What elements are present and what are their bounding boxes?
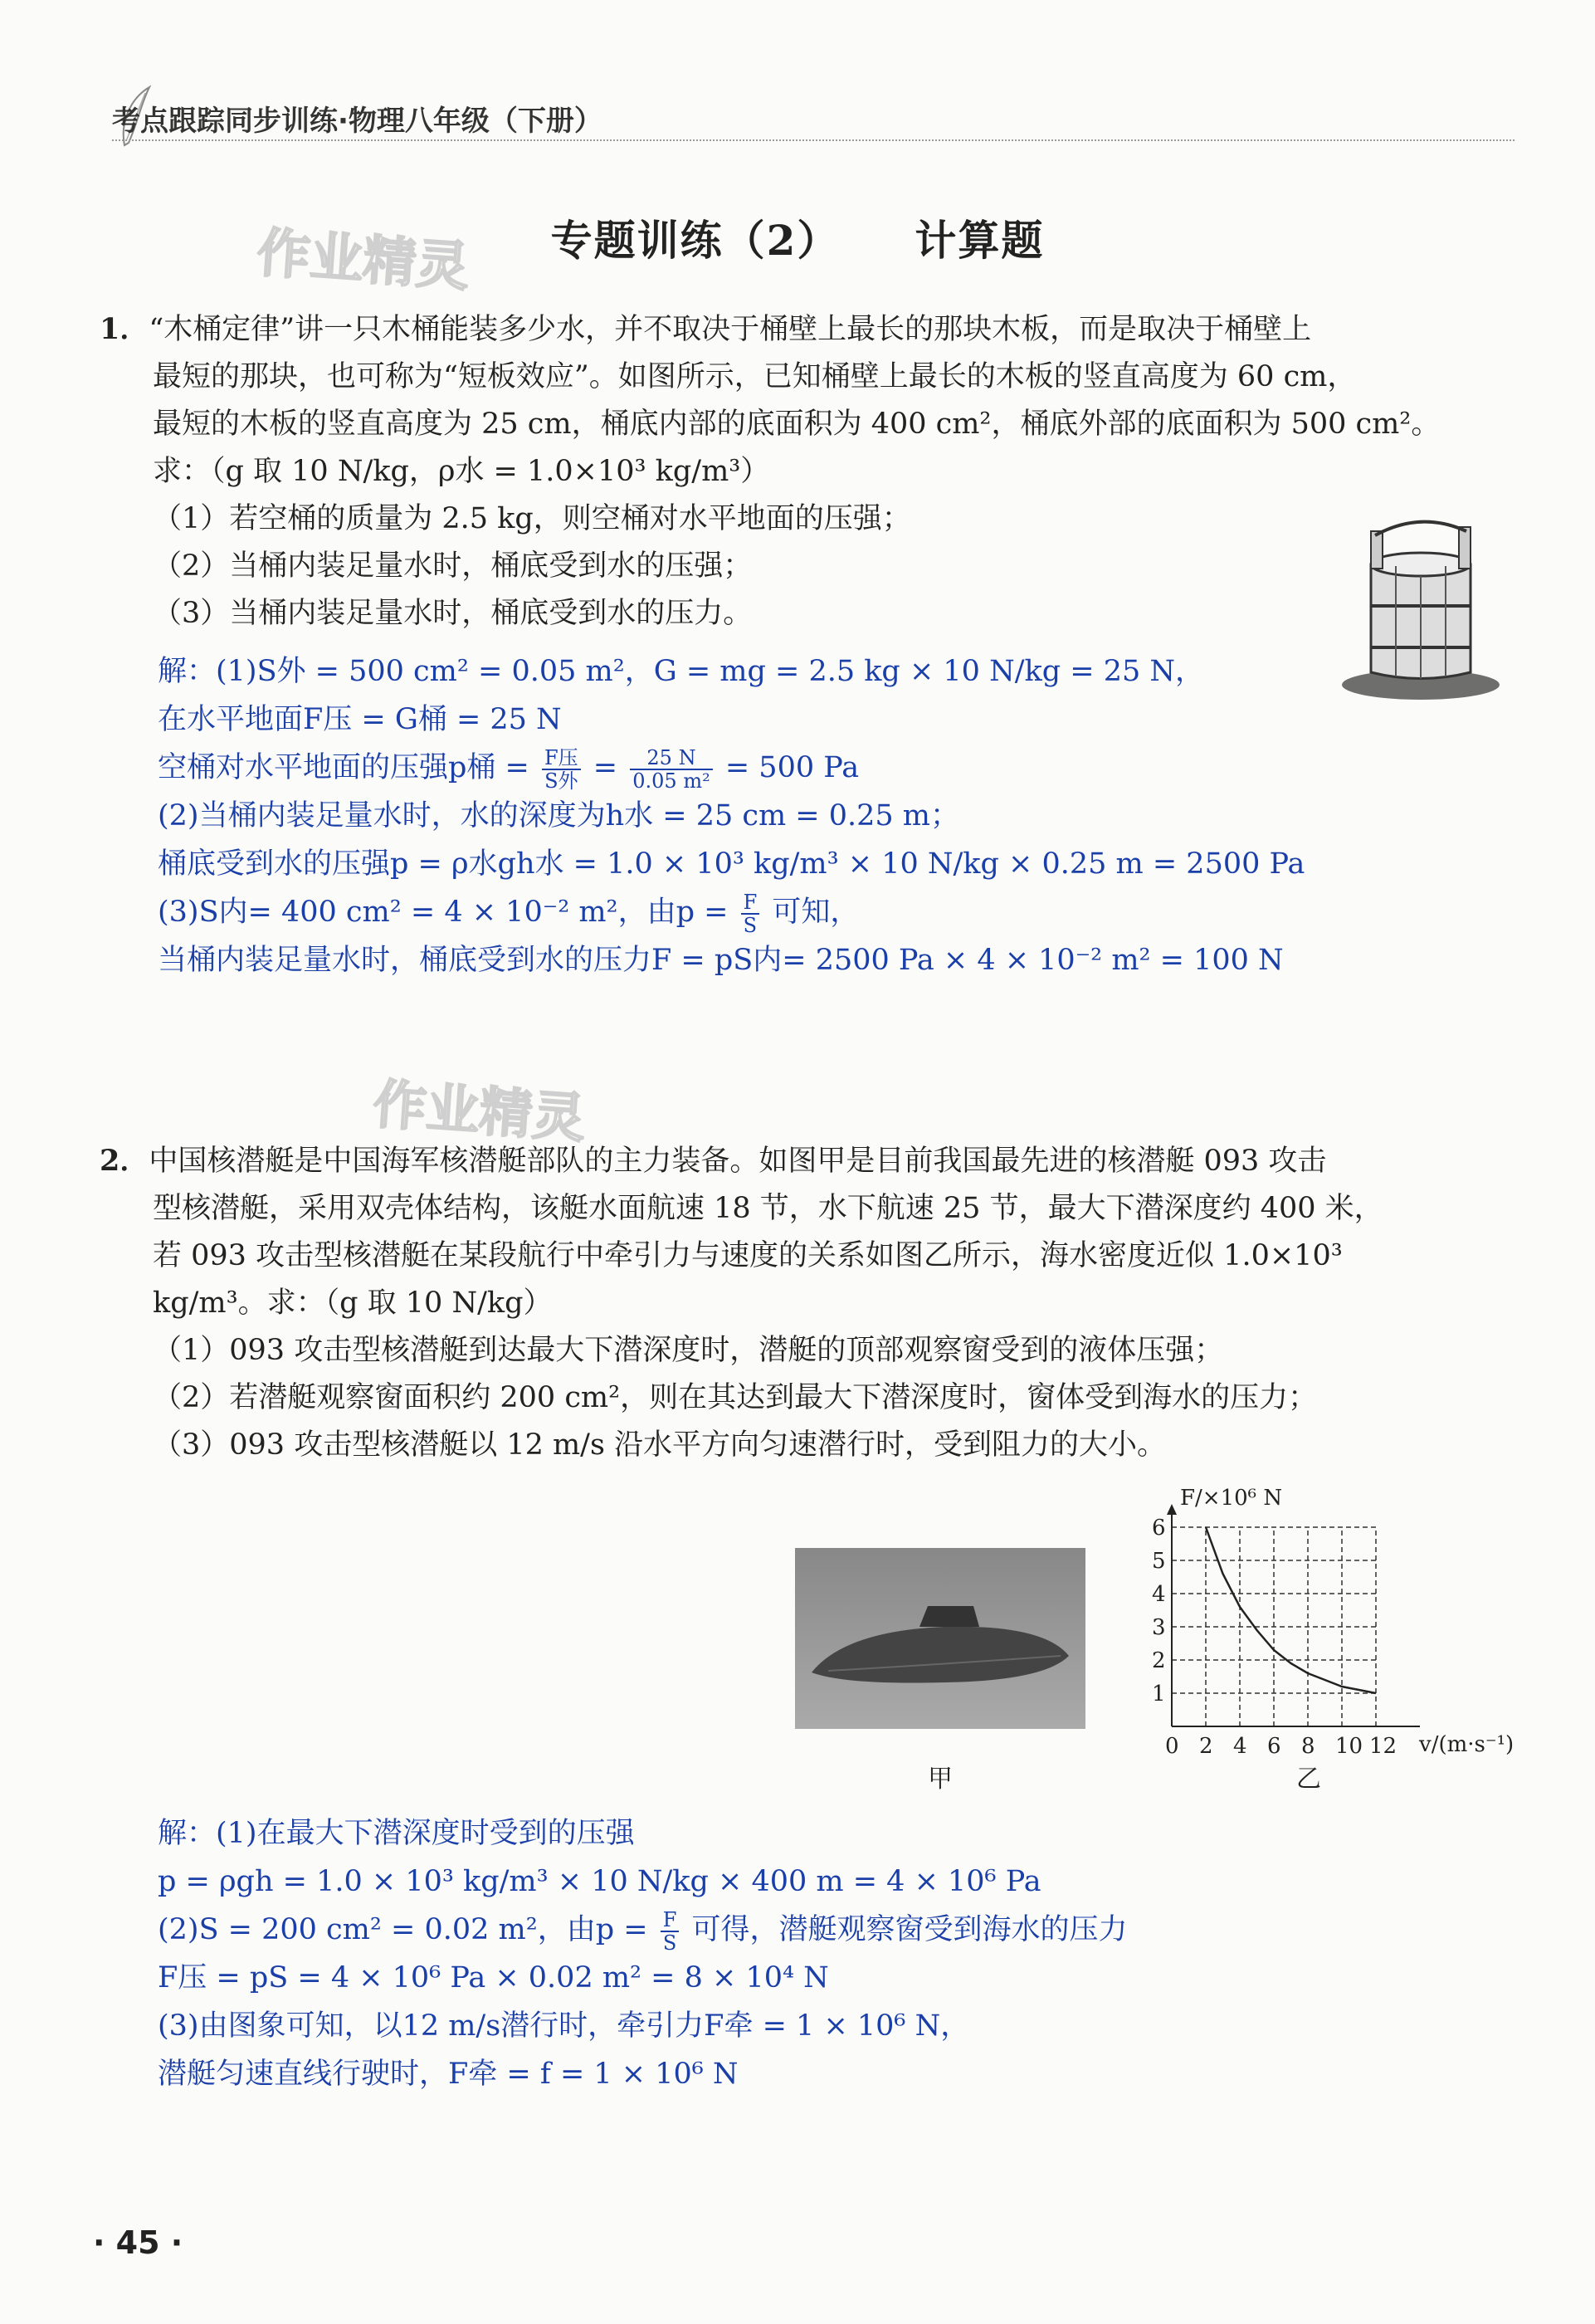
submarine-photo — [795, 1548, 1085, 1729]
x-tick-label: 2 — [1199, 1734, 1213, 1759]
solution-text: 空桶对水平地面的压强p桶 = — [158, 751, 529, 784]
fraction-denominator: S — [662, 1931, 677, 1955]
solution-line — [158, 1906, 1485, 1954]
series-line — [1206, 1527, 1376, 1693]
force-velocity-chart — [1137, 1477, 1519, 1768]
solution-line: 潜艇匀速直线行驶时，F牵 = f = 1 × 10⁶ N — [158, 2058, 739, 2091]
fraction-denominator: 0.05 m² — [632, 769, 710, 793]
solution-text: = — [593, 751, 618, 784]
y-tick-label: 3 — [1152, 1615, 1166, 1640]
page-number: · 45 · — [93, 2224, 183, 2261]
solution-line: (3)由图象可知，以12 m/s潜行时，牵引力F牵 = 1 × 10⁶ N， — [158, 2009, 970, 2043]
watermark: 作业精灵 — [255, 222, 471, 299]
sub-question: （1）若空桶的质量为 2.5 kg，则空桶对水平地面的压强； — [153, 502, 911, 535]
book-title: 考点跟踪同步训练·物理八年级（下册） — [112, 105, 602, 138]
solution-line: (2)当桶内装足量水时，水的深度为h水 = 25 cm = 0.25 m； — [158, 799, 959, 832]
solution-line: 在水平地面F压 = G桶 = 25 N — [158, 703, 562, 736]
solution-text: = 500 Pa — [724, 751, 860, 784]
y-tick-label: 4 — [1152, 1582, 1166, 1607]
y-axis-label: F/×10⁶ N — [1180, 1486, 1283, 1511]
question-stem-line: 型核潜艇，采用双壳体结构，该艇水面航速 18 节，水下航速 25 节，最大下潜深度约 400 米， — [153, 1192, 1383, 1225]
solution-text: (3)S内= 400 cm² = 4 × 10⁻² m²，由p = — [158, 896, 729, 929]
question-number: 2． — [100, 1144, 149, 1178]
x-tick-label: 4 — [1233, 1734, 1247, 1759]
fraction — [542, 747, 581, 792]
solution-text: (2)S = 200 cm² = 0.02 m²，由p = — [158, 1913, 648, 1946]
header-divider — [112, 139, 1515, 141]
question-stem-line: 最短的那块，也可称为“短板效应”。如图所示，已知桶壁上最长的木板的竖直高度为 60 cm， — [153, 360, 1357, 393]
figure-caption-yi: 乙 — [1296, 1765, 1321, 1794]
question-1 — [100, 305, 1510, 637]
sub-question: （3）093 攻击型核潜艇以 12 m/s 沿水平方向匀速潜行时，受到阻力的大小。 — [153, 1428, 1167, 1462]
y-tick-label: 6 — [1152, 1516, 1166, 1540]
figure-caption-jia: 甲 — [928, 1765, 953, 1794]
question-stem-line: “木桶定律”讲一只木桶能装多少水，并不取决于桶壁上最长的那块木板，而是取决于桶壁上 — [149, 313, 1312, 346]
solution-line: F压 = pS = 4 × 10⁶ Pa × 0.02 m² = 8 × 10⁴ N — [158, 1961, 829, 1994]
solution-line: 解：(1)S外 = 500 cm² = 0.05 m²，G = mg = 2.5 kg × 10 N/kg = 25 N， — [158, 655, 1204, 688]
fraction — [630, 747, 712, 792]
solution-2 — [158, 1809, 1485, 2098]
question-number: 1． — [100, 312, 149, 346]
x-tick-label: 10 — [1335, 1734, 1363, 1759]
y-axis-arrow — [1167, 1504, 1177, 1515]
sub-question: （2）当桶内装足量水时，桶底受到水的压强； — [153, 549, 753, 583]
fraction-numerator: F — [741, 891, 760, 915]
question-stem-line: 若 093 攻击型核潜艇在某段航行中牵引力与速度的关系如图乙所示，海水密度近似 1.0×10³ — [153, 1239, 1343, 1272]
sub-question: （1）093 攻击型核潜艇到达最大下潜深度时，潜艇的顶部观察窗受到的液体压强； — [153, 1334, 1224, 1367]
fraction-numerator: F压 — [542, 747, 581, 770]
topic-label: 专题训练（2） — [550, 216, 841, 265]
question-stem-line: 求：（g 取 10 N/kg，ρ水 = 1.0×10³ kg/m³） — [153, 455, 770, 488]
watermark: 作业精灵 — [371, 1074, 588, 1150]
solution-line: 当桶内装足量水时，桶底受到水的压力F = pS内= 2500 Pa × 4 × 10⁻² m² = 100 N — [158, 944, 1284, 977]
solution-line: 解：(1)在最大下潜深度时受到的压强 — [158, 1817, 635, 1850]
fraction — [741, 891, 760, 936]
solution-text: 可得，潜艇观察窗受到海水的压力 — [691, 1913, 1128, 1946]
x-tick-label: 6 — [1267, 1734, 1281, 1759]
fraction-numerator: F — [661, 1909, 680, 1932]
y-tick-label: 5 — [1152, 1549, 1166, 1574]
sub-question: （2）若潜艇观察窗面积约 200 cm²，则在其达到最大下潜深度时，窗体受到海水的压力； — [153, 1381, 1318, 1414]
y-tick-label: 1 — [1152, 1682, 1166, 1706]
fraction-denominator: S外 — [544, 769, 578, 793]
fraction-numerator: 25 N — [630, 747, 712, 770]
solution-1 — [158, 647, 1485, 984]
x-tick-label: 8 — [1301, 1734, 1315, 1759]
topic-name: 计算题 — [915, 216, 1045, 265]
sub-question: （3）当桶内装足量水时，桶底受到水的压力。 — [153, 597, 753, 630]
question-stem-line: kg/m³。求：（g 取 10 N/kg） — [153, 1286, 553, 1320]
fraction-denominator: S — [743, 913, 758, 937]
fraction — [661, 1909, 680, 1954]
question-stem-line: 中国核潜艇是中国海军核潜艇部队的主力装备。如图甲是目前我国最先进的核潜艇 093 攻击 — [149, 1145, 1327, 1178]
solution-line — [158, 744, 1485, 792]
solution-line: 桶底受到水的压强p = ρ水gh水 = 1.0 × 10³ kg/m³ × 10 N/kg × 0.25 m = 2500 Pa — [158, 847, 1305, 881]
question-stem-line: 最短的木板的竖直高度为 25 cm，桶底内部的底面积为 400 cm²，桶底外部的底面积为 500 cm²。 — [153, 408, 1441, 441]
question-2 — [100, 1137, 1510, 1469]
y-tick-label: 2 — [1152, 1648, 1166, 1673]
x-tick-label: 0 — [1165, 1734, 1179, 1759]
solution-line: p = ρgh = 1.0 × 10³ kg/m³ × 10 N/kg × 400 m = 4 × 10⁶ Pa — [158, 1865, 1041, 1898]
solution-line — [158, 888, 1485, 936]
x-axis-label: v/(m·s⁻¹) — [1419, 1732, 1515, 1757]
solution-text: 可知， — [772, 896, 860, 929]
x-tick-label: 12 — [1369, 1734, 1397, 1759]
page-title — [0, 208, 1595, 267]
